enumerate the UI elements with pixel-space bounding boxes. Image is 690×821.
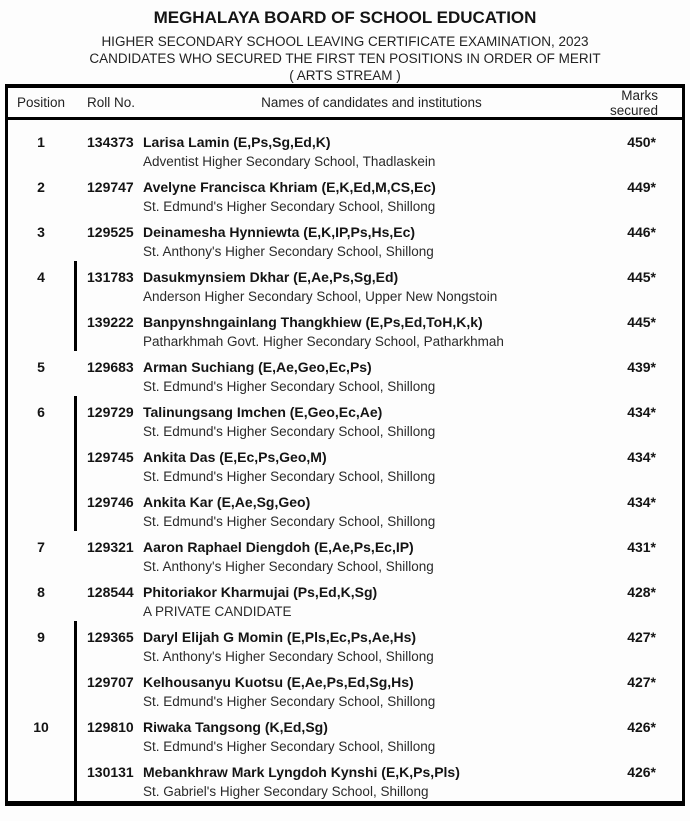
group-entries xyxy=(74,216,682,261)
position-number: 7 xyxy=(37,539,45,555)
candidate-row xyxy=(87,666,682,711)
marks-secured: 426* xyxy=(627,719,656,735)
candidate-info xyxy=(143,673,612,711)
roll-number: 131783 xyxy=(87,269,134,285)
position-group xyxy=(8,711,682,801)
candidate-info xyxy=(143,223,612,261)
group-entries xyxy=(74,531,682,576)
candidate-row xyxy=(87,171,682,216)
column-header-roll: Roll No. xyxy=(87,95,136,110)
institution-name: Patharkhmah Govt. Higher Secondary School, Patharkhmah xyxy=(143,334,504,349)
candidate-info xyxy=(143,133,612,171)
results-body xyxy=(8,120,682,801)
candidate-row xyxy=(87,621,682,666)
candidate-info xyxy=(143,268,612,306)
candidate-info xyxy=(143,628,612,666)
marks-secured: 426* xyxy=(627,764,656,780)
candidate-name: Arman Suchiang (E,Ae,Geo,Ec,Ps) xyxy=(143,359,372,375)
institution-name: Anderson Higher Secondary School, Upper New Nongstoin xyxy=(143,289,498,304)
candidate-name: Mebankhraw Mark Lyngdoh Kynshi (E,K,Ps,Pls) xyxy=(143,764,460,780)
merit-subtitle: CANDIDATES WHO SECURED THE FIRST TEN POSITIONS IN ORDER OF MERIT xyxy=(89,51,601,66)
position-number: 9 xyxy=(37,629,45,645)
candidate-info xyxy=(143,358,612,396)
marks-secured: 450* xyxy=(627,134,656,150)
candidate-name: Phitoriakor Kharmujai (Ps,Ed,K,Sg) xyxy=(143,584,378,600)
group-entries xyxy=(74,261,682,351)
institution-name: St. Edmund's Higher Secondary School, Shillong xyxy=(143,379,436,394)
group-entries xyxy=(74,171,682,216)
candidate-info xyxy=(143,538,612,576)
candidate-info xyxy=(143,493,612,531)
column-header-marks xyxy=(600,88,682,118)
candidate-name: Aaron Raphael Diengdoh (E,Ae,Ps,Ec,IP) xyxy=(143,539,414,555)
candidate-row xyxy=(87,756,682,801)
position-group xyxy=(8,621,682,711)
candidate-row xyxy=(87,576,682,621)
marks-secured: 439* xyxy=(627,359,656,375)
position-number: 5 xyxy=(37,359,45,375)
position-group xyxy=(8,171,682,216)
marks-secured: 434* xyxy=(627,494,656,510)
institution-name: St. Edmund's Higher Secondary School, Shillong xyxy=(143,199,436,214)
institution-name: St. Edmund's Higher Secondary School, Shillong xyxy=(143,694,436,709)
institution-name: St. Anthony's Higher Secondary School, Shillong xyxy=(143,559,434,574)
candidate-row xyxy=(87,126,682,171)
candidate-name: Dasukmynsiem Dkhar (E,Ae,Ps,Sg,Ed) xyxy=(143,269,399,285)
position-number: 3 xyxy=(37,224,45,240)
candidate-name: Banpynshngainlang Thangkhiew (E,Ps,Ed,ToH,K,k) xyxy=(143,314,483,330)
roll-number: 129365 xyxy=(87,629,134,645)
marks-secured: 428* xyxy=(627,584,656,600)
marks-secured: 427* xyxy=(627,629,656,645)
marks-secured: 431* xyxy=(627,539,656,555)
roll-number: 139222 xyxy=(87,314,134,330)
roll-number: 129810 xyxy=(87,719,134,735)
results-table xyxy=(5,84,685,806)
candidate-info xyxy=(143,178,612,216)
column-header-marks-line2: secured xyxy=(609,102,658,118)
candidate-name: Kelhousanyu Kuotsu (E,Ae,Ps,Ed,Sg,Hs) xyxy=(143,674,414,690)
position-number: 6 xyxy=(37,404,45,420)
table-header-row xyxy=(8,88,682,120)
document-header xyxy=(0,0,690,84)
position-number: 10 xyxy=(33,719,49,735)
position-number: 1 xyxy=(37,134,45,150)
institution-name: St. Anthony's Higher Secondary School, Shillong xyxy=(143,244,434,259)
marks-secured: 445* xyxy=(627,314,656,330)
marks-secured: 449* xyxy=(627,179,656,195)
marks-secured: 446* xyxy=(627,224,656,240)
group-entries xyxy=(74,396,682,531)
roll-number: 130131 xyxy=(87,764,134,780)
board-title: MEGHALAYA BOARD OF SCHOOL EDUCATION xyxy=(153,8,537,27)
candidate-row xyxy=(87,531,682,576)
candidate-row xyxy=(87,486,682,531)
candidate-row xyxy=(87,396,682,441)
group-entries xyxy=(74,576,682,621)
roll-number: 129683 xyxy=(87,359,134,375)
roll-number: 129525 xyxy=(87,224,134,240)
position-group xyxy=(8,126,682,171)
position-group xyxy=(8,396,682,531)
stream-subtitle: ( ARTS STREAM ) xyxy=(289,68,401,83)
candidate-name: Ankita Kar (E,Ae,Sg,Geo) xyxy=(143,494,311,510)
roll-number: 128544 xyxy=(87,584,134,600)
position-group xyxy=(8,576,682,621)
position-number: 4 xyxy=(37,269,45,285)
position-group xyxy=(8,531,682,576)
marks-secured: 434* xyxy=(627,404,656,420)
institution-name: Adventist Higher Secondary School, Thadlaskein xyxy=(143,154,436,169)
roll-number: 129729 xyxy=(87,404,134,420)
position-number: 8 xyxy=(37,584,45,600)
institution-name: St. Edmund's Higher Secondary School, Shillong xyxy=(143,514,436,529)
roll-number: 129746 xyxy=(87,494,134,510)
candidate-row xyxy=(87,351,682,396)
candidate-info xyxy=(143,763,612,801)
column-header-position: Position xyxy=(17,95,66,110)
column-header-marks-line1: Marks xyxy=(621,87,658,103)
roll-number: 129747 xyxy=(87,179,134,195)
position-group xyxy=(8,351,682,396)
institution-name: St. Edmund's Higher Secondary School, Shillong xyxy=(143,469,436,484)
candidate-row xyxy=(87,261,682,306)
marks-secured: 427* xyxy=(627,674,656,690)
candidate-info xyxy=(143,718,612,756)
roll-number: 129321 xyxy=(87,539,134,555)
candidate-name: Avelyne Francisca Khriam (E,K,Ed,M,CS,Ec) xyxy=(143,179,436,195)
roll-number: 129745 xyxy=(87,449,134,465)
candidate-info xyxy=(143,583,612,621)
exam-subtitle: HIGHER SECONDARY SCHOOL LEAVING CERTIFICATE EXAMINATION, 2023 xyxy=(101,34,589,49)
institution-name: A PRIVATE CANDIDATE xyxy=(143,604,292,619)
institution-name: St. Edmund's Higher Secondary School, Shillong xyxy=(143,739,436,754)
group-entries xyxy=(74,711,682,801)
group-entries xyxy=(74,126,682,171)
group-entries xyxy=(74,621,682,711)
candidate-info xyxy=(143,403,612,441)
position-group xyxy=(8,261,682,351)
candidate-name: Deinamesha Hynniewta (E,K,IP,Ps,Hs,Ec) xyxy=(143,224,416,240)
candidate-row xyxy=(87,711,682,756)
roll-number: 129707 xyxy=(87,674,134,690)
institution-name: St. Gabriel's Higher Secondary School, Shillong xyxy=(143,784,429,799)
candidate-name: Riwaka Tangsong (K,Ed,Sg) xyxy=(143,719,328,735)
position-group xyxy=(8,216,682,261)
roll-number: 134373 xyxy=(87,134,134,150)
candidate-info xyxy=(143,448,612,486)
institution-name: St. Anthony's Higher Secondary School, Shillong xyxy=(143,649,434,664)
candidate-row xyxy=(87,306,682,351)
group-entries xyxy=(74,351,682,396)
candidate-name: Daryl Elijah G Momin (E,Pls,Ec,Ps,Ae,Hs) xyxy=(143,629,417,645)
candidate-info xyxy=(143,313,612,351)
institution-name: St. Edmund's Higher Secondary School, Shillong xyxy=(143,424,436,439)
candidate-name: Talinungsang Imchen (E,Geo,Ec,Ae) xyxy=(143,404,383,420)
candidate-name: Larisa Lamin (E,Ps,Sg,Ed,K) xyxy=(143,134,331,150)
candidate-row xyxy=(87,441,682,486)
candidate-name: Ankita Das (E,Ec,Ps,Geo,M) xyxy=(143,449,327,465)
marks-secured: 445* xyxy=(627,269,656,285)
column-header-names: Names of candidates and institutions xyxy=(261,95,482,110)
position-number: 2 xyxy=(37,179,45,195)
candidate-row xyxy=(87,216,682,261)
marks-secured: 434* xyxy=(627,449,656,465)
